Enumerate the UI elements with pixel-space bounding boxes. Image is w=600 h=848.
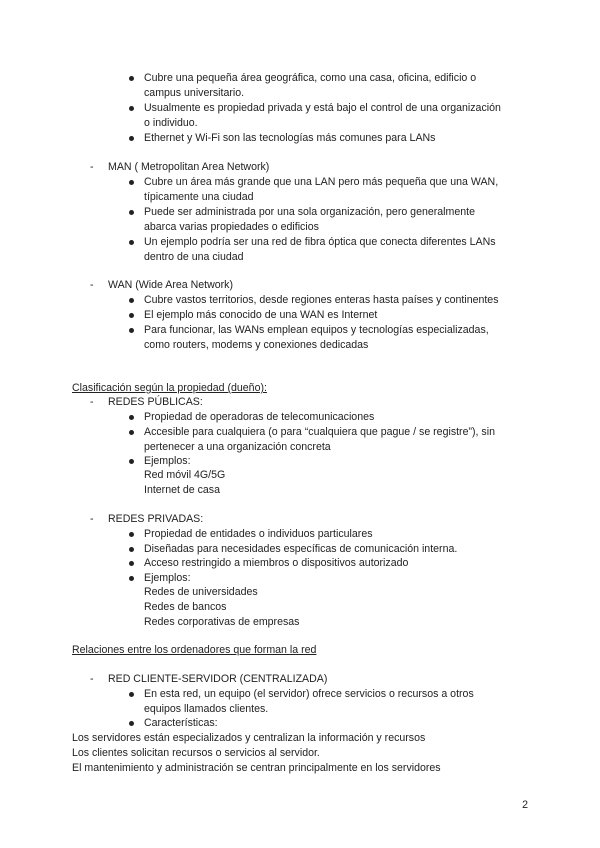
bullet-dot — [129, 313, 134, 318]
bullet-dot — [129, 180, 134, 185]
bullet-dot — [129, 136, 134, 141]
dash-marker: - — [90, 396, 94, 408]
bullet-dot — [129, 298, 134, 303]
bullet-dot — [129, 721, 134, 726]
bullet-dot — [129, 430, 134, 435]
bullet-dot — [129, 106, 134, 111]
wan-heading: WAN (Wide Area Network) — [108, 279, 233, 291]
publicas-bullet-2-line-2: pertenecer a una organización concreta — [144, 441, 331, 453]
dash-marker: - — [90, 513, 94, 525]
section-heading-relations: Relaciones entre los ordenadores que forman la red — [72, 644, 317, 656]
man-bullet-3-line-2: dentro de una ciudad — [144, 251, 244, 263]
wan-bullet-3-line-1: Para funcionar, las WANs emplean equipos y tecnologías especializadas, — [144, 324, 489, 336]
cs-bullet-1-line-1: En esta red, un equipo (el servidor) ofrece servicios o recursos a otros — [144, 688, 474, 700]
cs-bullet-1-line-2: equipos llamados clientes. — [144, 703, 269, 715]
privadas-bullet-4-line-1: Ejemplos: — [144, 572, 191, 584]
man-bullet-2-line-2: abarca varias propiedades o edificios — [144, 221, 319, 233]
paragraph-line: El mantenimiento y administración se centran principalmente en los servidores — [72, 762, 441, 774]
page-number: 2 — [522, 799, 528, 811]
bullet-dot — [129, 459, 134, 464]
bullet-dot — [129, 240, 134, 245]
section-heading-property: Clasificación según la propiedad (dueño): — [72, 382, 267, 394]
lan-bullet-3-line-1: Ethernet y Wi-Fi son las tecnologías más comunes para LANs — [144, 132, 436, 144]
cs-bullet-2-line-1: Características: — [144, 717, 218, 729]
wan-bullet-3-line-2: como routers, modems y conexiones dedicadas — [144, 339, 369, 351]
privadas-bullet-1-line-1: Propiedad de entidades o individuos particulares — [144, 528, 373, 540]
man-heading: MAN ( Metropolitan Area Network) — [108, 161, 270, 173]
publicas-heading: REDES PÚBLICAS: — [108, 396, 203, 408]
man-bullet-1-line-1: Cubre un área más grande que una LAN pero más pequeña que una WAN, — [144, 176, 499, 188]
publicas-bullet-2-line-1: Accesible para cualquiera (o para “cualquiera que pague / se registre”), sin — [144, 426, 495, 438]
privadas-example-2: Redes de bancos — [144, 601, 227, 613]
publicas-bullet-1-line-1: Propiedad de operadoras de telecomunicaciones — [144, 411, 375, 423]
lan-bullet-2-line-1: Usualmente es propiedad privada y está bajo el control de una organización — [144, 102, 501, 114]
privadas-example-3: Redes corporativas de empresas — [144, 616, 300, 628]
bullet-dot — [129, 415, 134, 420]
bullet-dot — [129, 328, 134, 333]
bullet-dot — [129, 692, 134, 697]
privadas-bullet-2-line-1: Diseñadas para necesidades específicas de comunicación interna. — [144, 543, 458, 555]
man-bullet-3-line-1: Un ejemplo podría ser una red de fibra óptica que conecta diferentes LANs — [144, 236, 496, 248]
paragraph-line: Los servidores están especializados y centralizan la información y recursos — [72, 732, 426, 744]
privadas-example-1: Redes de universidades — [144, 586, 258, 598]
man-bullet-2-line-1: Puede ser administrada por una sola organización, pero generalmente — [144, 206, 475, 218]
privadas-heading: REDES PRIVADAS: — [108, 513, 204, 525]
dash-marker: - — [90, 673, 94, 685]
dash-marker: - — [90, 279, 94, 291]
bullet-dot — [129, 561, 134, 566]
bullet-dot — [129, 576, 134, 581]
bullet-dot — [129, 532, 134, 537]
bullet-dot — [129, 210, 134, 215]
cliente-servidor-heading: RED CLIENTE-SERVIDOR (CENTRALIZADA) — [108, 673, 328, 685]
publicas-example-1: Red móvil 4G/5G — [144, 469, 226, 481]
dash-marker: - — [90, 161, 94, 173]
wan-bullet-1-line-1: Cubre vastos territorios, desde regiones enteras hasta países y continentes — [144, 294, 499, 306]
paragraph-line: Los clientes solicitan recursos o servicios al servidor. — [72, 747, 320, 759]
man-bullet-1-line-2: típicamente una ciudad — [144, 191, 254, 203]
wan-bullet-2-line-1: El ejemplo más conocido de una WAN es Internet — [144, 309, 378, 321]
bullet-dot — [129, 76, 134, 81]
publicas-example-2: Internet de casa — [144, 484, 220, 496]
publicas-bullet-3-line-1: Ejemplos: — [144, 455, 191, 467]
lan-bullet-1-line-2: campus universitario. — [144, 87, 245, 99]
privadas-bullet-3-line-1: Acceso restringido a miembros o dispositivos autorizado — [144, 557, 409, 569]
lan-bullet-2-line-2: o individuo. — [144, 117, 198, 129]
bullet-dot — [129, 547, 134, 552]
lan-bullet-1-line-1: Cubre una pequeña área geográfica, como una casa, oficina, edificio o — [144, 72, 477, 84]
